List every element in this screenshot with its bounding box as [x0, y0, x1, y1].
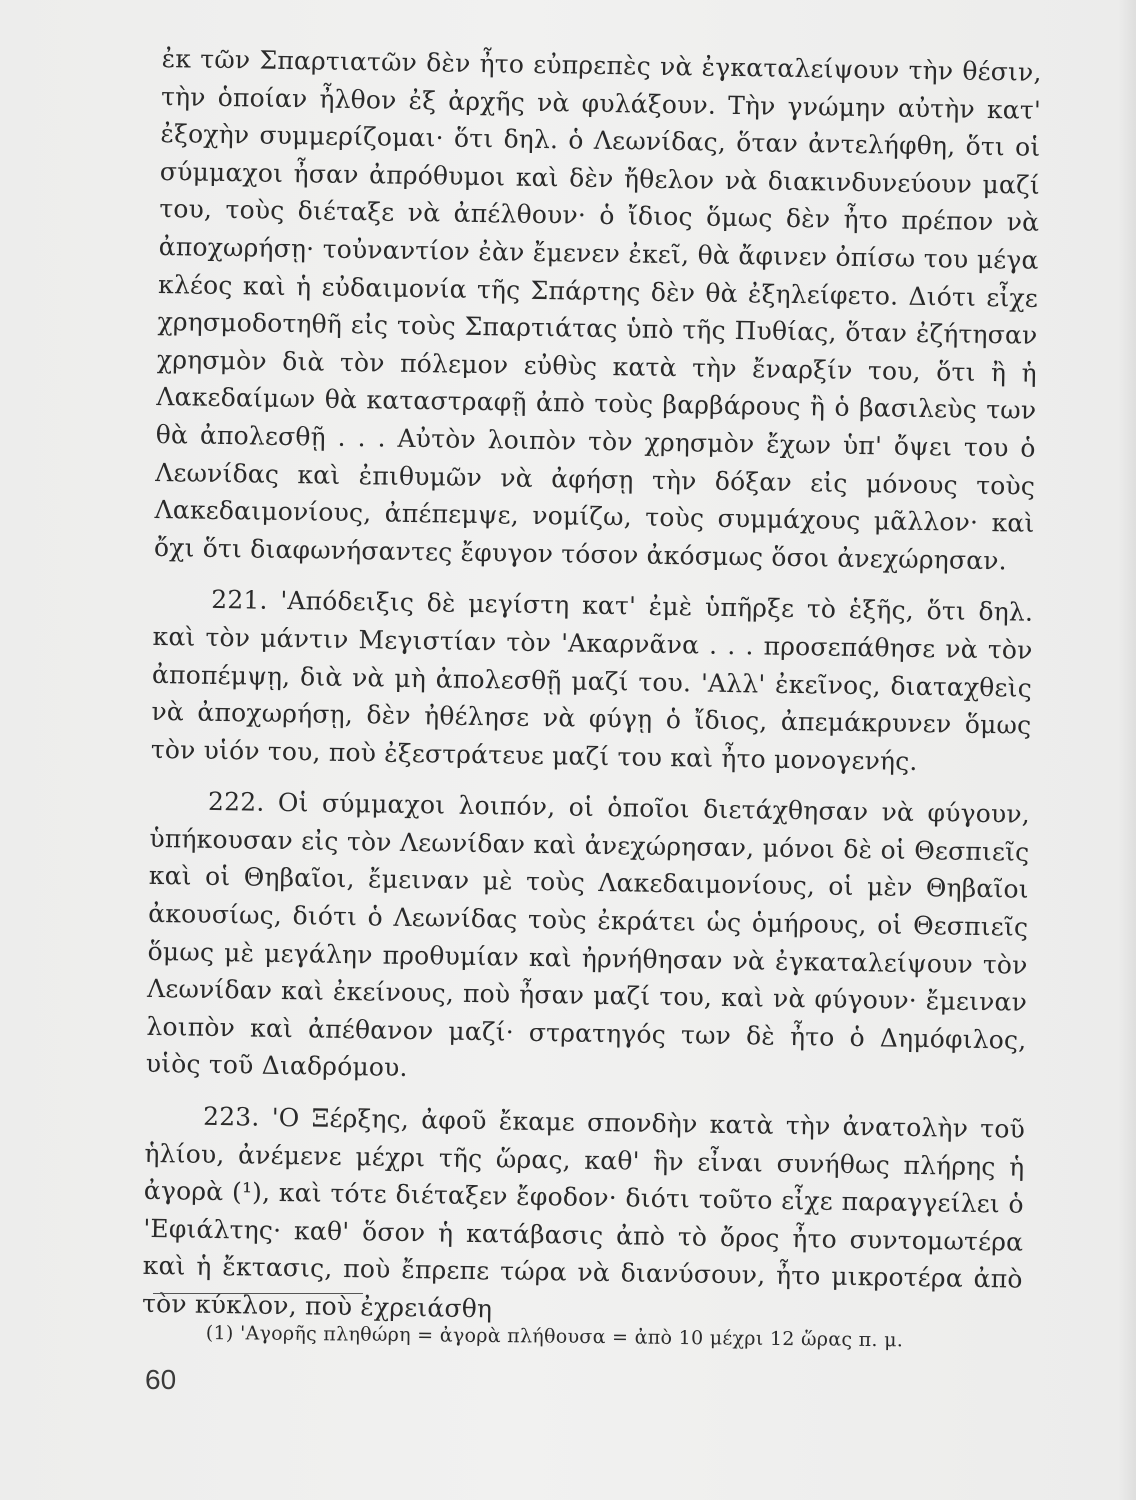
- paragraph-223: 223. 'Ο Ξέρξης, ἀφοῦ ἔκαμε σπονδὴν κατὰ τὴν ἀνατολὴν τοῦ ἡλίου, ἀνέμενε μέχρι τῆς ὥρας, καθ' ἣν εἶναι συνήθως πλήρης ἡ ἀγορὰ (¹), καὶ τότε διέταξεν ἔφοδον· διότι τοῦτο εἶχε παραγγείλει ὁ 'Εφιάλτης· καθ' ὅσον ἡ κατάβασις ἀπὸ τὸ ὄρος ἦτο συντομωτέρα καὶ ἡ ἔκτασις, ποὺ ἔπρεπε τώρα νὰ διανύσουν, ἦτο μικροτέρα ἀπὸ τὸν κύκλον, ποὺ ἐχρειάσθη: [141, 1101, 1026, 1324]
- page-edge-shadow: [1118, 0, 1136, 1500]
- paragraph-222: 222. Οἱ σύμμαχοι λοιπόν, οἱ ὁποῖοι διετάχθησαν νὰ φύγουν, ὑπήκουσαν εἰς τὸν Λεωνίδαν καὶ ἀνεχώρησαν, μόνοι δὲ οἱ Θεσπιεῖς καὶ οἱ Θηβαῖοι, ἔμειναν μὲ τοὺς Λακεδαιμονίους, οἱ μὲν Θηβαῖοι ἀκουσίως, διότι ὁ Λεωνίδας τοὺς ἐκράτει ὡς ὁμήρους, οἱ Θεσπιεῖς ὅμως μὲ μεγάλην προθυμίαν καὶ ἠρνήθησαν νὰ ἐγκαταλείψουν τὸν Λεωνίδαν καὶ ἐκείνους, ποὺ ἦσαν μαζί του, καὶ νὰ φύγουν· ἔμειναν λοιπὸν καὶ ἀπέθανον μαζί· στρατηγός των δὲ ἦτο ὁ Δημόφιλος, υἱὸς τοῦ Διαδρόμου.: [145, 787, 1031, 1083]
- continued-paragraph: ἐκ τῶν Σπαρτιατῶν δὲν ἦτο εὐπρεπὲς νὰ ἐγκαταλείψουν τὴν θέσιν, τὴν ὁποίαν ἦλθον ἐξ ἀρχῆς νὰ φυλάξουν. Τὴν γνώμην αὐτὴν κατ' ἐξοχὴν συμμερίζομαι· ὅτι δηλ. ὁ Λεωνίδας, ὅταν ἀντελήφθη, ὅτι οἱ σύμμαχοι ἦσαν ἀπρόθυμοι καὶ δὲν ἤθελον νὰ διακινδυνεύουν μαζί του, τοὺς διέταξε νὰ ἀπέλθουν· ὁ ἴδιος ὅμως δὲν ἦτο πρέπον νὰ ἀποχωρήσῃ· τοὐναντίον ἐὰν ἔμενεν ἐκεῖ, θὰ ἄφινεν ὀπίσω του μέγα κλέος καὶ ἡ εὐδαιμονία τῆς Σπάρτης δὲν θὰ ἐξηλείφετο. Διότι εἶχε χρησμοδοτηθῆ εἰς τοὺς Σπαρτιάτας ὑπὸ τῆς Πυθίας, ὅταν ἐζήτησαν χρησμὸν διὰ τὸν πόλεμον εὐθὺς κατὰ τὴν ἔναρξίν του, ὅτι ἢ ἡ Λακεδαίμων θὰ καταστραφῇ ἀπὸ τοὺς βαρβάρους ἢ ὁ βασιλεὺς των θὰ ἀπολεσθῇ . . . Αὐτὸν λοιπὸν τὸν χρησμὸν ἔχων ὑπ' ὄψει του ὁ Λεωνίδας καὶ ἐπιθυμῶν νὰ ἀφήσῃ τὴν δόξαν εἰς μόνους τοὺς Λακεδαιμονίους, ἀπέπεμψε, νομίζω, τοὺς συμμάχους μᾶλλον· καὶ ὄχι ὅτι διαφωνήσαντες ἔφυγον τόσον ἀκόσμως ὅσοι ἀνεχώρησαν.: [153, 43, 1042, 576]
- footnote-divider: [153, 1293, 363, 1294]
- footnote: (1) 'Αγορῆς πληθώρη = ἀγορὰ πλήθουσα = ἀπὸ 10 μέχρι 12 ὥρας π. μ.: [205, 1321, 904, 1352]
- main-text-block: [142, 40, 1042, 1336]
- page-number: 60: [145, 1364, 177, 1395]
- paragraph-221: 221. 'Απόδειξις δὲ μεγίστη κατ' ἐμὲ ὑπῆρξε τὸ ἑξῆς, ὅτι δηλ. καὶ τὸν μάντιν Μεγιστίαν τὸν 'Ακαρνᾶνα . . . προσεπάθησε νὰ τὸν ἀποπέμψῃ, διὰ νὰ μὴ ἀπολεσθῇ μαζί του. 'Αλλ' ἐκεῖνος, διαταχθεὶς νὰ ἀποχωρήσῃ, δὲν ἠθέλησε νὰ φύγῃ ὁ ἴδιος, ἀπεμάκρυνεν ὅμως τὸν υἱόν του, ποὺ ἐξεστράτευε μαζί του καὶ ἦτο μονογενής.: [150, 585, 1034, 776]
